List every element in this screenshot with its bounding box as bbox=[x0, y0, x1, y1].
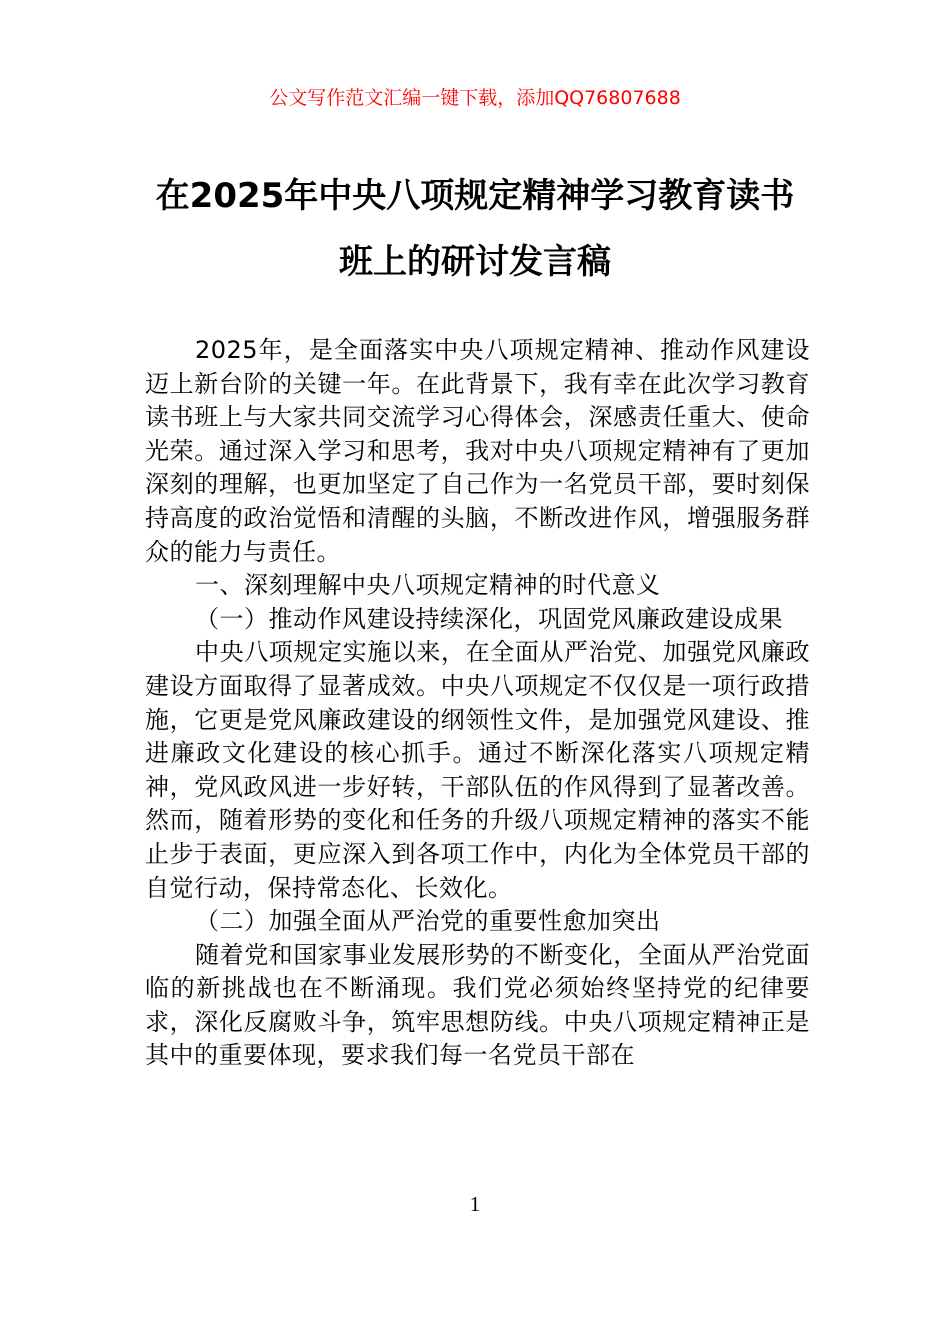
intro-paragraph: 2025年，是全面落实中央八项规定精神、推动作风建设迈上新台阶的关键一年。在此背景下，我有幸在此次学习教育读书班上与大家共同交流学习心得体会，深感责任重大、使命光荣。通过深入学习和思考，我对中央八项规定精神有了更加深刻的理解，也更加坚定了自己作为一名党员干部，要时刻保持高度的政治觉悟和清醒的头脑，不断改进作风，增强服务群众的能力与责任。 bbox=[145, 336, 810, 566]
document-title-line-2: 班上的研讨发言稿 bbox=[339, 242, 611, 282]
document-body bbox=[145, 334, 810, 1073]
subsection-1-paragraph: 中央八项规定实施以来，在全面从严治党、加强党风廉政建设方面取得了显著成效。中央八项规定不仅仅是一项行政措施，它更是党风廉政建设的纲领性文件，是加强党风建设、推进廉政文化建设的核心抓手。通过不断深化落实八项规定精神，党风政风进一步好转，干部队伍的作风得到了显著改善。然而，随着形势的变化和任务的升级八项规定精神的落实不能止步于表面，更应深入到各项工作中，内化为全体党员干部的自觉行动，保持常态化、长效化。 bbox=[145, 638, 810, 902]
section-heading-1: 一、深刻理解中央八项规定精神的时代意义 bbox=[195, 571, 661, 600]
subsection-heading-2: （二）加强全面从严治党的重要性愈加突出 bbox=[195, 907, 661, 936]
subsection-heading-1: （一）推动作风建设持续深化，巩固党风廉政建设成果 bbox=[195, 604, 783, 633]
page-number: 1 bbox=[469, 1192, 481, 1216]
document-title-line-1: 在2025年中央八项规定精神学习教育读书 bbox=[155, 176, 795, 216]
header-download-note: 公文写作范文汇编一键下载，添加QQ76807688 bbox=[269, 87, 681, 109]
subsection-2-paragraph: 随着党和国家事业发展形势的不断变化，全面从严治党面临的新挑战也在不断涌现。我们党必须始终坚持党的纪律要求，深化反腐败斗争，筑牢思想防线。中央八项规定精神正是其中的重要体现，要求我们每一名党员干部在 bbox=[145, 940, 810, 1070]
